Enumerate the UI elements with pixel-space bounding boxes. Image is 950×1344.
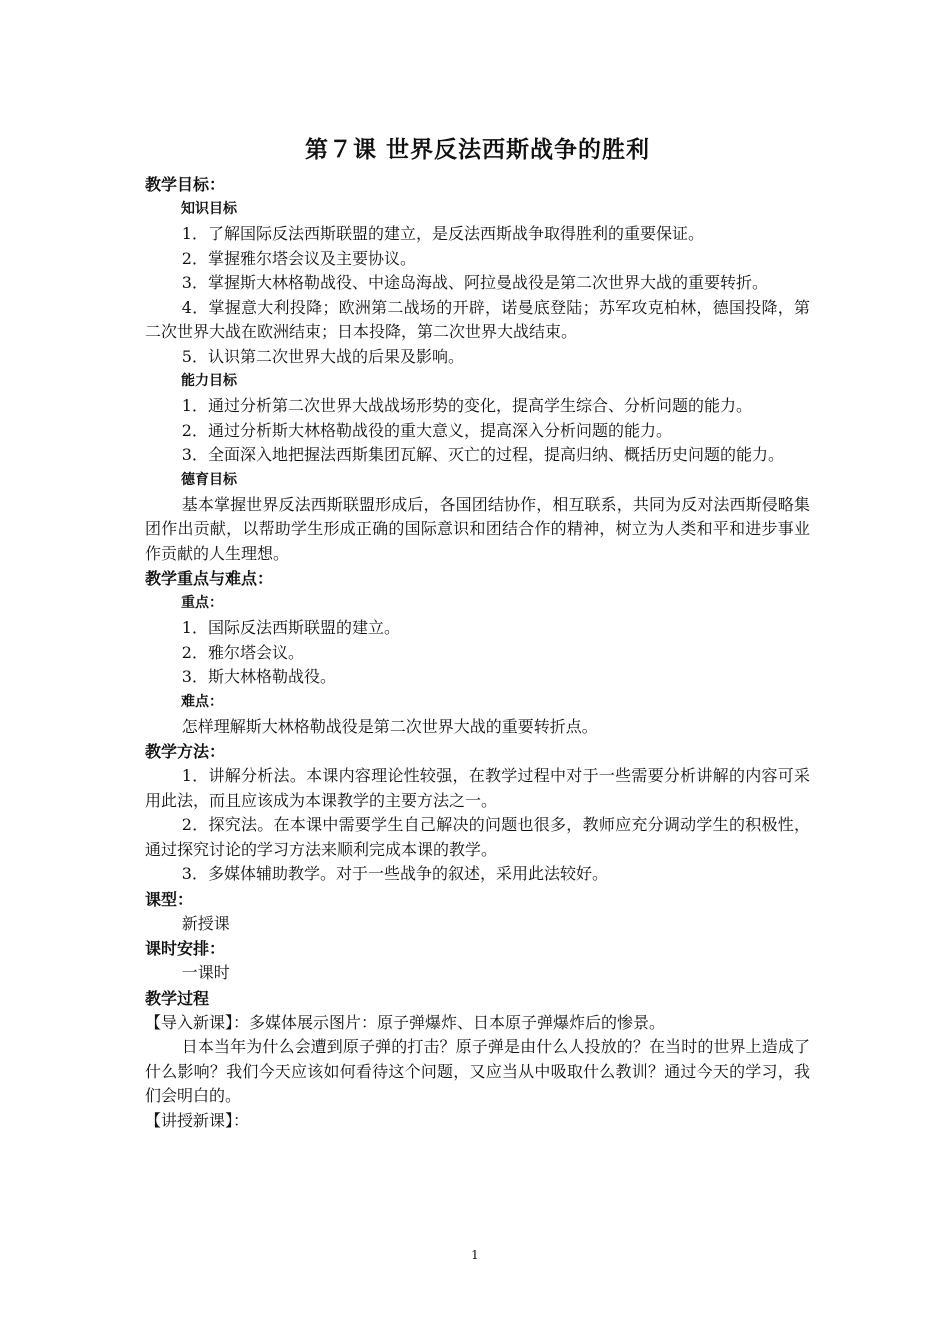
key-point-item: 1．国际反法西斯联盟的建立。	[181, 618, 400, 637]
key-point-item: 2．雅尔塔会议。	[181, 642, 304, 662]
ability-item: 2．通过分析斯大林格勒战役的重大意义，提高深入分析问题的能力。	[181, 420, 672, 440]
ability-item: 1．通过分析第二次世界大战战场形势的变化，提高学生综合、分析问题的能力。	[181, 396, 752, 415]
schedule-heading: 课时安排：	[145, 939, 226, 958]
lesson-type-heading: 课型：	[145, 889, 194, 909]
difficult-points-heading: 难点：	[181, 693, 223, 710]
knowledge-goals-heading: 知识目标	[181, 201, 237, 217]
knowledge-item: 2．掌握雅尔塔会议及主要协议。	[181, 248, 416, 268]
intro-text: 日本当年为什么会遭到原子弹的打击？原子弹是由什么人投放的？在当时的世界上造成了什么影响？我们今天应该如何看待这个问题，又应当从中吸取什么教训？通过今天的学习，我们会明白的。	[145, 1037, 810, 1105]
knowledge-item: 5．认识第二次世界大战的后果及影响。	[181, 346, 464, 366]
key-points-heading: 重点：	[181, 595, 223, 611]
intro-line: 【导入新课】：多媒体展示图片：原子弹爆炸、日本原子弹爆炸后的惨景。	[145, 1012, 666, 1032]
process-heading: 教学过程	[145, 988, 210, 1008]
page-number: 1	[471, 1248, 479, 1262]
moral-goals-text: 基本掌握世界反法西斯联盟形成后，各国团结协作，相互联系，共同为反对法西斯侵略集团作出贡献，以帮助学生形成正确的国际意识和团结合作的精神，树立为人类和平和进步事业作贡献的人生理想。	[145, 494, 810, 563]
methods-heading: 教学方法：	[145, 742, 226, 761]
goals-heading: 教学目标：	[145, 175, 226, 194]
lesson-type-value: 新授课	[181, 913, 230, 933]
key-point-item: 3．斯大林格勒战役。	[181, 667, 336, 686]
ability-item: 3．全面深入地把握法西斯集团瓦解、灭亡的过程，提高归纳、概括历史问题的能力。	[181, 445, 784, 464]
page-title: 第７课 世界反法西斯战争的胜利	[304, 137, 650, 163]
knowledge-item: 4．掌握意大利投降；欧洲第二战场的开辟，诺曼底登陆；苏军攻克柏林，德国投降，第二次世界大战在欧洲结束；日本投降，第二次世界大战结束。	[145, 297, 810, 341]
method-item: 1．讲解分析法。本课内容理论性较强，在教学过程中对于一些需要分析讲解的内容可采用此法，而且应该成为本课教学的主要方法之一。	[145, 766, 810, 810]
knowledge-item: 1．了解国际反法西斯联盟的建立，是反法西斯战争取得胜利的重要保证。	[181, 224, 704, 243]
method-item: 2．探究法。在本课中需要学生自己解决的问题也很多，教师应充分调动学生的积极性，通过探究讨论的学习方法来顺利完成本课的教学。	[145, 815, 810, 859]
difficult-points-text: 怎样理解斯大林格勒战役是第二次世界大战的重要转折点。	[181, 716, 598, 736]
teach-line: 【讲授新课】：	[145, 1110, 250, 1130]
ability-goals-heading: 能力目标	[181, 373, 237, 389]
document-page	[145, 128, 810, 1133]
focus-heading: 教学重点与难点：	[145, 569, 274, 588]
schedule-value: 一课时	[181, 963, 230, 982]
knowledge-item: 3．掌握斯大林格勒战役、中途岛海战、阿拉曼战役是第二次世界大战的重要转折。	[181, 273, 768, 292]
method-item: 3．多媒体辅助教学。对于一些战争的叙述，采用此法较好。	[181, 864, 608, 883]
moral-goals-heading: 德育目标	[181, 471, 237, 488]
